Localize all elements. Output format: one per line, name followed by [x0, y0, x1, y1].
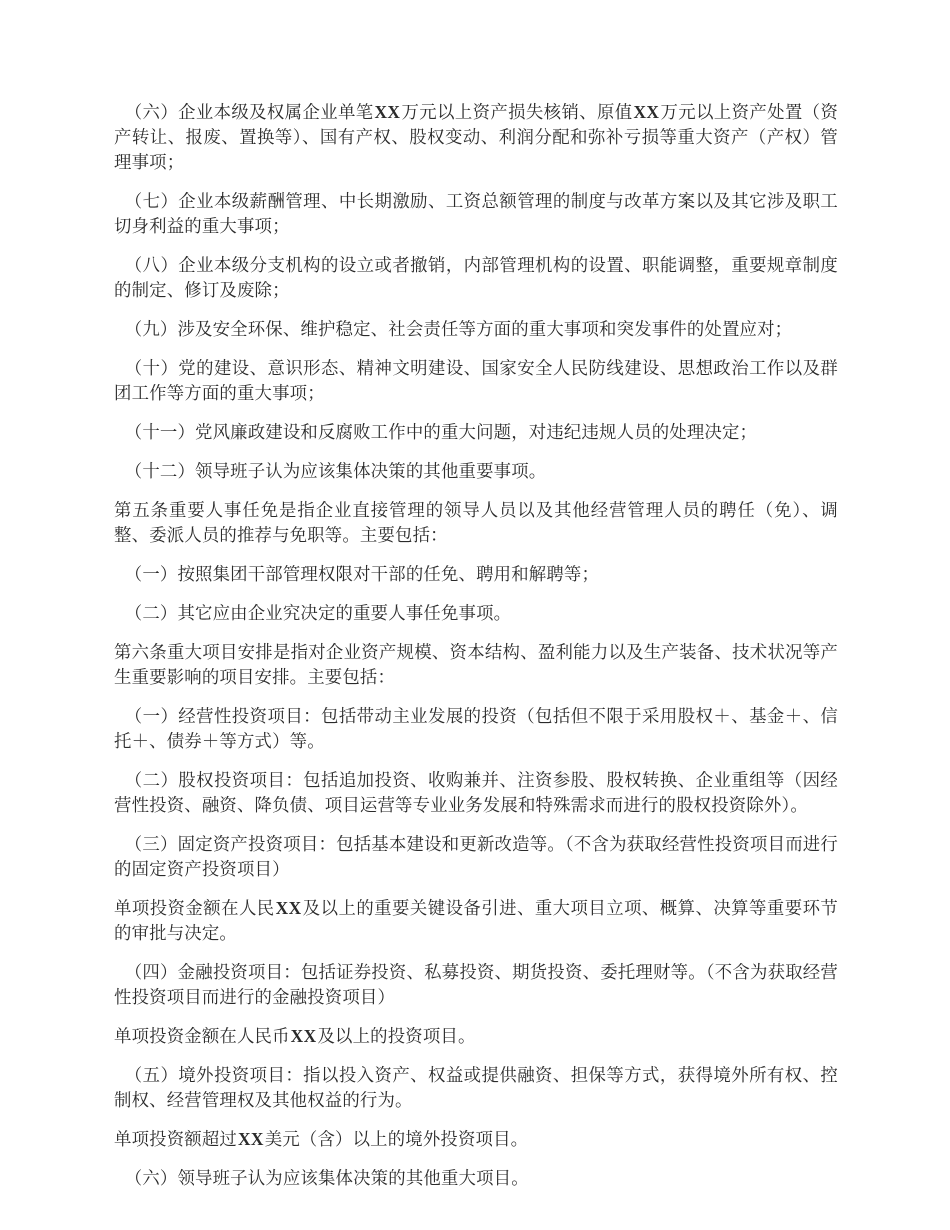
paragraph-item-11-anti-corruption: （十一）党风廉政建设和反腐败工作中的重大问题，对违纪违规人员的处理决定；: [124, 422, 758, 442]
paragraph-item-9-safety-environment: （九）涉及安全环保、维护稳定、社会责任等方面的重大事项和突发事件的处置应对；: [124, 319, 793, 339]
placeholder-token: XX: [290, 1026, 317, 1046]
placeholder-token: XX: [633, 102, 660, 122]
paragraph-item-7-compensation-management: （七）企业本级薪酬管理、中长期激励、工资总额管理的制度与改革方案以及其它涉及职工切身利益的重大事项；: [114, 191, 838, 236]
placeholder-token: XX: [374, 102, 401, 122]
paragraph-article-5-personnel-appointment: 第五条重要人事任免是指企业直接管理的领导人员以及其他经营管理人员的聘任（免）、调整、委派人员的推荐与免职等。主要包括：: [114, 500, 838, 545]
paragraph-item-6-major-asset-matters: （六）企业本级及权属企业单笔XX万元以上资产损失核销、原值XX万元以上资产处置（资产转让、报废、置换等）、国有产权、股权变动、利润分配和弥补亏损等重大资产（产权）管理事项；: [114, 102, 839, 172]
paragraph-article-6-item-6-other-major-projects: （六）领导班子认为应该集体决策的其他重大项目。: [124, 1168, 529, 1188]
paragraph-note-equipment-threshold: 单项投资金额在人民XX及以上的重要关键设备引进、重大项目立项、概算、决算等重要环节的审批与决定。: [114, 898, 838, 943]
paragraph-article-5-item-1-cadre-authority: （一）按照集团干部管理权限对干部的任免、聘用和解聘等；: [124, 564, 600, 584]
paragraph-item-10-party-building: （十）党的建设、意识形态、精神文明建设、国家安全人民防线建设、思想政治工作以及群团工作等方面的重大事项；: [114, 358, 838, 403]
paragraph-note-rmb-threshold: 单项投资金额在人民币XX及以上的投资项目。: [114, 1026, 476, 1046]
document-text-body: [114, 100, 838, 1191]
paragraph-article-6-item-3-fixed-asset-investment: （三）固定资产投资项目：包括基本建设和更新改造等。（不含为获取经营性投资项目而进行的固定资产投资项目）: [114, 834, 838, 879]
placeholder-token: XX: [275, 898, 302, 918]
paragraph-article-6-item-1-operational-investment: （一）经营性投资项目：包括带动主业发展的投资（包括但不限于采用股权＋、基金＋、信托＋、债券＋等方式）等。: [114, 706, 838, 751]
paragraph-note-usd-threshold: 单项投资额超过XX美元（含）以上的境外投资项目。: [114, 1129, 529, 1149]
paragraph-article-6-item-4-financial-investment: （四）金融投资项目：包括证券投资、私募投资、期货投资、委托理财等。（不含为获取经营性投资项目而进行的金融投资项目）: [114, 962, 838, 1007]
paragraph-item-8-branch-establishment: （八）企业本级分支机构的设立或者撤销，内部管理机构的设置、职能调整，重要规章制度的制定、修订及废除；: [114, 255, 838, 300]
paragraph-article-6-item-5-overseas-investment: （五）境外投资项目：指以投入资产、权益或提供融资、担保等方式，获得境外所有权、控制权、经营管理权及其他权益的行为。: [114, 1065, 838, 1110]
paragraph-article-6-item-2-equity-investment: （二）股权投资项目：包括追加投资、收购兼并、注资参股、股权转换、企业重组等（因经营性投资、融资、降负债、项目运营等专业业务发展和特殊需求而进行的股权投资除外）。: [114, 770, 838, 815]
placeholder-token: XX: [237, 1129, 264, 1149]
paragraph-item-12-other-important-matters: （十二）领导班子认为应该集体决策的其他重要事项。: [124, 461, 547, 481]
paragraph-article-5-item-2-other-personnel: （二）其它应由企业究决定的重要人事任免事项。: [124, 603, 512, 623]
paragraph-article-6-major-projects: 第六条重大项目安排是指对企业资产规模、资本结构、盈利能力以及生产装备、技术状况等产生重要影响的项目安排。主要包括：: [114, 642, 838, 687]
